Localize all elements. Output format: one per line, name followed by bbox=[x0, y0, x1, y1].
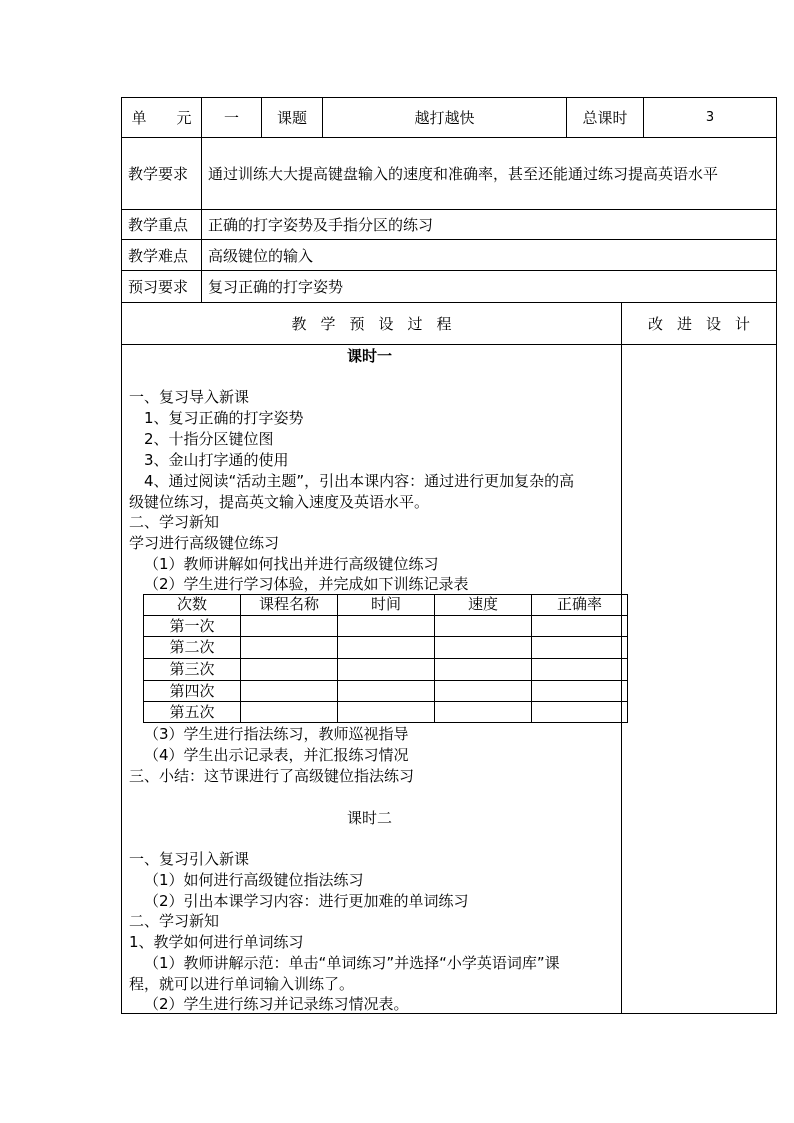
lesson1-line: 3、金山打字通的使用 bbox=[144, 451, 289, 469]
lesson2-title: 课时二 bbox=[347, 809, 393, 827]
hours-label: 总课时 bbox=[582, 109, 628, 127]
topic-value: 越打越快 bbox=[414, 109, 475, 127]
difficulty-label: 教学难点 bbox=[128, 246, 189, 265]
preview-value: 复习正确的打字姿势 bbox=[208, 278, 344, 296]
requirement-label: 教学要求 bbox=[128, 165, 189, 183]
lesson1-line: 一、复习导入新课 bbox=[129, 388, 250, 406]
table-header-cell: 课程名称 bbox=[258, 595, 319, 613]
lesson2-line: 程，就可以进行单词输入训练了。 bbox=[129, 975, 355, 993]
lesson2-line: （2）引出本课学习内容：进行更加难的单词练习 bbox=[144, 892, 469, 910]
lesson1-line: （4）学生出示记录表，并汇报练习情况 bbox=[144, 746, 409, 764]
lesson1-line: （3）学生进行指法练习，教师巡视指导 bbox=[144, 725, 409, 743]
table-header-cell: 正确率 bbox=[556, 595, 602, 613]
requirement-value: 通过训练大大提高键盘输入的速度和准确率，甚至还能通过练习提高英语水平 bbox=[208, 165, 719, 183]
improve-heading: 改进设计 bbox=[647, 315, 764, 333]
lesson1-line: 二、学习新知 bbox=[129, 513, 220, 531]
table-row-label: 第二次 bbox=[169, 638, 215, 656]
lesson2-line: （1）如何进行高级键位指法练习 bbox=[144, 871, 364, 889]
key-point-value: 正确的打字姿势及手指分区的练习 bbox=[208, 216, 434, 234]
table-row-label: 第三次 bbox=[169, 660, 215, 678]
lesson1-title: 课时一 bbox=[347, 347, 393, 365]
table-border-right bbox=[776, 97, 777, 1014]
lesson2-line: 一、复习引入新课 bbox=[129, 850, 250, 868]
difficulty-value: 高级键位的输入 bbox=[208, 246, 314, 265]
lesson1-line: 三、小结：这节课进行了高级键位指法练习 bbox=[129, 767, 415, 785]
key-point-label: 教学重点 bbox=[128, 216, 189, 234]
row-divider bbox=[121, 344, 777, 345]
unit-value: 一 bbox=[223, 109, 239, 127]
table-row-label: 第一次 bbox=[169, 617, 215, 635]
table-row-label: 第五次 bbox=[169, 703, 215, 721]
unit-label: 单 元 bbox=[131, 109, 192, 127]
lesson1-line: 1、复习正确的打字姿势 bbox=[144, 409, 304, 427]
lesson1-line: 2、十指分区键位图 bbox=[144, 430, 274, 448]
preview-label: 预习要求 bbox=[128, 278, 189, 296]
lesson1-line: （1）教师讲解如何找出并进行高级键位练习 bbox=[144, 555, 439, 573]
lesson2-line: （2）学生进行练习并记录练习情况表。 bbox=[144, 995, 409, 1013]
lesson1-line: （2）学生进行学习体验，并完成如下训练记录表 bbox=[144, 575, 469, 593]
table-header-cell: 速度 bbox=[467, 595, 498, 613]
practice-record-table bbox=[143, 594, 628, 723]
lesson2-line: （1）教师讲解示范：单击“单词练习”并选择“小学英语词库”课 bbox=[144, 954, 560, 972]
hours-value: 3 bbox=[705, 110, 715, 125]
lesson2-line: 二、学习新知 bbox=[129, 912, 220, 930]
lesson2-line: 1、教学如何进行单词练习 bbox=[129, 933, 304, 951]
table-header-cell: 次数 bbox=[176, 595, 207, 613]
lesson1-line: 学习进行高级键位练习 bbox=[129, 534, 280, 552]
table-row-label: 第四次 bbox=[169, 682, 215, 700]
lesson1-line: 级键位练习，提高英文输入速度及英语水平。 bbox=[129, 493, 430, 511]
table-border-left bbox=[121, 97, 122, 1014]
process-heading: 教学预设过程 bbox=[291, 315, 466, 333]
topic-label: 课题 bbox=[276, 109, 307, 127]
table-header-cell: 时间 bbox=[370, 595, 401, 613]
lesson1-line: 4、通过阅读“活动主题”，引出本课内容：通过进行更加复杂的高 bbox=[144, 472, 575, 490]
